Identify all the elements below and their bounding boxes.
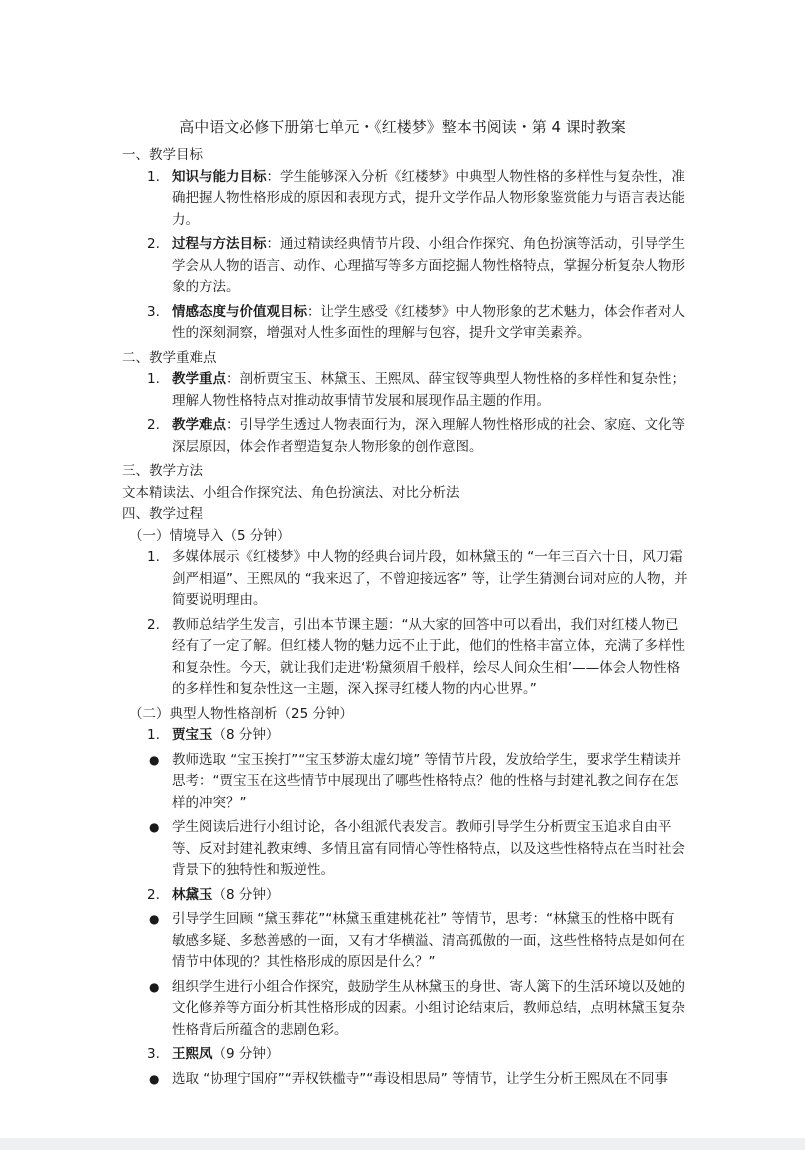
item-label: 情感态度与价值观目标 xyxy=(172,303,307,320)
item-number: 1. xyxy=(147,168,160,185)
bullet-item xyxy=(122,750,688,815)
character-name: 林黛玉 xyxy=(172,886,213,903)
bullet-text: 组织学生进行小组合作探究，鼓励学生从林黛玉的身世、寄人篱下的生活环境以及她的文化修养等方面分析其性格形成的因素。小组讨论结束后，教师总结，点明林黛玉复杂性格背后所蕴含的悲剧色彩。 xyxy=(172,978,685,1038)
subsection-heading-analysis: （二）典型人物性格剖析（25 分钟） xyxy=(129,705,353,722)
document-body xyxy=(122,145,688,1093)
bullet-item xyxy=(122,977,688,1042)
item-label: 教学重点 xyxy=(172,371,226,387)
character-heading xyxy=(122,725,688,747)
item-text: ：学生能够深入分析《红楼梦》中典型人物性格的多样性与复杂性，准确把握人物性格形成的原因和表现方式，提升文学作品人物形象鉴赏能力与语言表达能力。 xyxy=(172,168,685,228)
item-label: 知识与能力目标 xyxy=(172,168,267,185)
item-label: 教学难点 xyxy=(172,417,226,433)
section-heading-key-points: 二、教学重难点 xyxy=(122,349,217,366)
key-point-item xyxy=(122,369,688,412)
objective-item xyxy=(122,234,688,299)
item-text: 多媒体展示《红楼梦》中人物的经典台词片段，如林黛玉的 “一年三百六十日，风刀霜剑严相逼”、王熙凤的 “我来迟了，不曾迎接远客” 等，让学生猜测台词对应的人物，并简要说明理由。 xyxy=(172,549,688,608)
item-number: 1. xyxy=(147,371,160,387)
section-heading-process: 四、教学过程 xyxy=(122,506,203,522)
item-number: 2. xyxy=(147,417,160,433)
subsection-heading-intro: （一）情境导入（5 分钟） xyxy=(129,527,291,544)
section-heading-methods: 三、教学方法 xyxy=(122,463,203,479)
bullet-text: 学生阅读后进行小组讨论，各小组派代表发言。教师引导学生分析贾宝玉追求自由平等、反对封建礼教束缚、多情且富有同情心等性格特点，以及这些性格特点在当时社会背景下的独特性和叛逆性。 xyxy=(172,819,685,878)
objective-item xyxy=(122,167,688,232)
item-text: ：通过精读经典情节片段、小组合作探究、角色扮演等活动，引导学生学会从人物的语言、动作、心理描写等多方面挖掘人物性格特点，掌握分析复杂人物形象的方法。 xyxy=(172,236,685,295)
item-number: 2. xyxy=(147,236,160,252)
bullet-text: 引导学生回顾 “黛玉葬花”“林黛玉重建桃花社” 等情节，思考：“林黛玉的性格中既有敏感多疑、多愁善感的一面，又有才华横溢、清高孤傲的一面，这些性格特点是如何在情节中体现的？其性格形成的原因是什么？” xyxy=(172,911,685,970)
item-text: 教师总结学生发言，引出本节课主题：“从大家的回答中可以看出，我们对红楼人物已经有了一定了解。但红楼人物的魅力远不止于此，他们的性格丰富立体，充满了多样性和复杂性。今天，就让我们走进‘粉黛须眉千般样，绘尽人间众生相’——体会人物性格的多样性和复杂性这一主题，深入探寻红楼人物的内心世界。” xyxy=(172,616,685,697)
item-number: 2. xyxy=(147,886,160,903)
item-number: 3. xyxy=(147,1046,160,1062)
methods-text: 文本精读法、小组合作探究法、角色扮演法、对比分析法 xyxy=(122,484,460,501)
item-text: ：剖析贾宝玉、林黛玉、王熙凤、薛宝钗等典型人物性格的多样性和复杂性；理解人物性格特点对推动故事情节发展和展现作品主题的作用。 xyxy=(172,371,685,409)
item-number: 2. xyxy=(147,616,160,633)
document-title: 高中语文必修下册第七单元・《红楼梦》整本书阅读・第 4 课时教案 xyxy=(179,118,626,136)
objective-item xyxy=(122,302,688,345)
item-number: 1. xyxy=(147,727,160,743)
character-name: 王熙凤 xyxy=(172,1046,213,1062)
character-time: （8 分钟） xyxy=(212,727,280,743)
bullet-item xyxy=(122,1069,688,1091)
process-item xyxy=(122,547,688,612)
section-heading-objectives: 一、教学目标 xyxy=(122,147,203,163)
character-time: （9 分钟） xyxy=(212,1046,280,1062)
character-heading xyxy=(122,1044,688,1066)
key-point-item xyxy=(122,415,688,458)
item-number: 3. xyxy=(147,303,160,320)
bullet-text: 选取 “协理宁国府”“弄权铁槛寺”“毒设相思局” 等情节，让学生分析王熙凤在不同事 xyxy=(172,1070,669,1087)
character-heading xyxy=(122,885,688,907)
bullet-icon: ● xyxy=(149,1071,160,1086)
bullet-icon: ● xyxy=(149,912,160,926)
item-number: 1. xyxy=(147,549,160,565)
item-text: ：让学生感受《红楼梦》中人物形象的艺术魅力，体会作者对人性的深刻洞察，增强对人性多面性的理解与包容，提升文学审美素养。 xyxy=(172,303,685,341)
process-item xyxy=(122,615,688,701)
bullet-text: 教师选取 “宝玉挨打”“宝玉梦游太虚幻境” 等情节片段，发放给学生，要求学生精读并思考：“贾宝玉在这些情节中展现出了哪些性格特点？他的性格与封建礼教之间存在怎样的冲突？” xyxy=(172,751,682,811)
bullet-icon: ● xyxy=(149,752,160,767)
item-text: ：引导学生透过人物表面行为，深入理解人物性格形成的社会、家庭、文化等深层原因，体会作者塑造复杂人物形象的创作意图。 xyxy=(172,417,685,455)
character-time: （8 分钟） xyxy=(212,886,280,903)
item-label: 过程与方法目标 xyxy=(172,236,267,252)
bullet-icon: ● xyxy=(149,979,160,994)
bullet-icon: ● xyxy=(149,820,160,834)
character-name: 贾宝玉 xyxy=(172,727,213,743)
bullet-item xyxy=(122,817,688,882)
bullet-item xyxy=(122,909,688,974)
